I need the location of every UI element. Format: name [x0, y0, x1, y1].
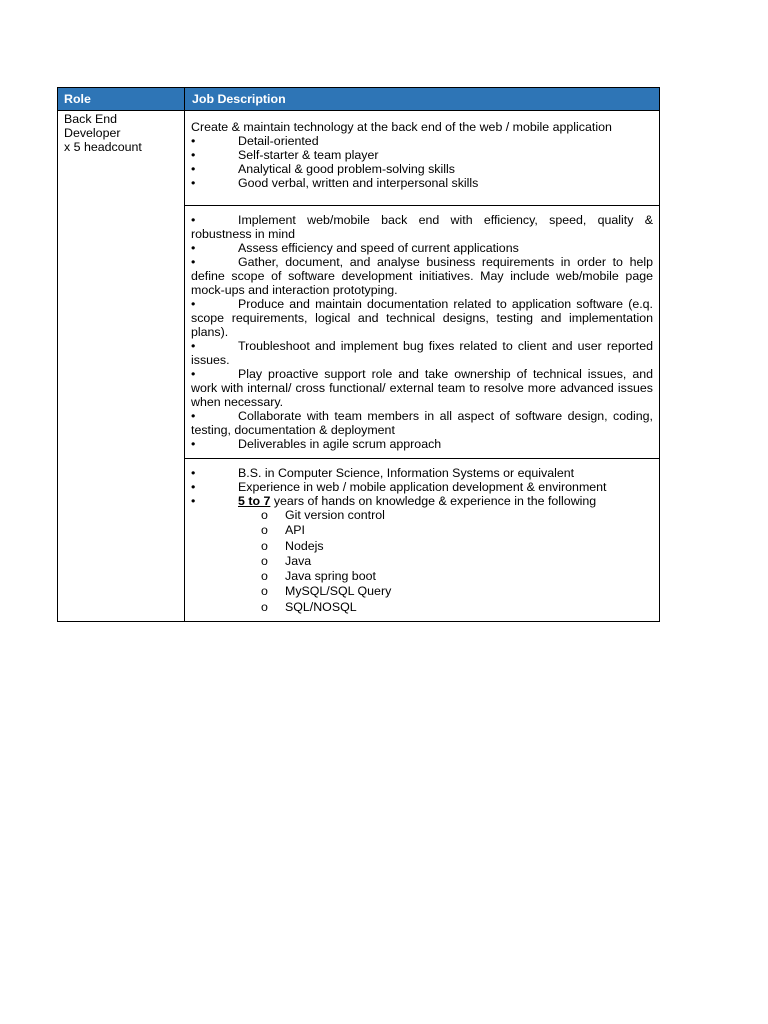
list-item-text: Play proactive support role and take ownership of technical issues, and work with internal/ cross functional/ external team to resolve more advanced issues when necessary. — [191, 367, 653, 409]
role-line: Developer — [64, 125, 121, 140]
list-item — [191, 409, 653, 437]
skill-item — [191, 584, 653, 599]
header-role: Role — [64, 92, 91, 106]
list-item — [191, 480, 653, 494]
bullet-icon: • — [191, 176, 196, 190]
skill-text: SQL/NOSQL — [285, 599, 357, 614]
bullet-icon: • — [191, 437, 196, 451]
list-item-text: Deliverables in agile scrum approach — [238, 437, 442, 451]
table-header — [58, 88, 659, 111]
skill-text: API — [285, 523, 305, 538]
years-emphasis: 5 to 7 — [238, 494, 271, 508]
list-item-text: Assess efficiency and speed of current applications — [238, 241, 519, 255]
bullet-icon: • — [191, 162, 196, 176]
bullet-icon: • — [191, 409, 196, 423]
bullet-icon: • — [191, 297, 196, 311]
list-item — [191, 494, 653, 508]
list-item-text: Self-starter & team player — [238, 148, 379, 162]
row-divider — [185, 458, 659, 459]
list-item-text: Produce and maintain documentation related to application software (e.q. scope requirements, logical and technical designs, testing and implementation plans). — [191, 297, 653, 339]
list-item — [191, 162, 653, 176]
list-item — [191, 213, 653, 241]
circle-bullet-icon: o — [261, 538, 268, 553]
bullet-icon: • — [191, 494, 196, 508]
skill-item — [191, 508, 653, 523]
list-item — [191, 466, 653, 480]
role-line: x 5 headcount — [64, 139, 142, 154]
list-item-text: Collaborate with team members in all aspect of software design, coding, testing, documentation & deployment — [191, 409, 653, 437]
bullet-icon: • — [191, 339, 196, 353]
column-divider — [184, 88, 185, 621]
list-item — [191, 148, 653, 162]
job-table — [57, 87, 660, 622]
row-divider — [185, 205, 659, 206]
circle-bullet-icon: o — [261, 523, 268, 538]
skill-item — [191, 523, 653, 538]
list-item — [191, 176, 653, 190]
list-item-text: B.S. in Computer Science, Information Systems or equivalent — [238, 466, 575, 480]
skill-text: Nodejs — [285, 538, 324, 553]
intro-text: Create & maintain technology at the back end of the web / mobile application — [191, 120, 612, 134]
list-item — [191, 339, 653, 367]
role-cell — [64, 112, 182, 153]
bullet-icon: • — [191, 480, 196, 494]
skill-item — [191, 554, 653, 569]
list-item — [191, 134, 653, 148]
list-item-text: Experience in web / mobile application development & environment — [238, 480, 607, 494]
section-responsibilities — [191, 213, 653, 451]
list-item — [191, 241, 653, 255]
circle-bullet-icon: o — [261, 569, 268, 584]
bullet-icon: • — [191, 213, 196, 227]
list-item — [191, 255, 653, 297]
skill-text: MySQL/SQL Query — [285, 584, 392, 599]
list-item-text: Implement web/mobile back end with efficiency, speed, quality & robustness in mind — [191, 213, 653, 241]
skill-text: Java spring boot — [285, 569, 376, 584]
circle-bullet-icon: o — [261, 599, 268, 614]
list-item-text: Good verbal, written and interpersonal skills — [238, 176, 479, 190]
skill-text: Git version control — [285, 508, 385, 522]
list-item-text: Gather, document, and analyse business requirements in order to help define scope of software development initiatives. May include web/mobile page mock-ups and interaction prototyping. — [191, 255, 653, 297]
bullet-icon: • — [191, 241, 196, 255]
header-job-description: Job Description — [192, 92, 286, 106]
skill-item — [191, 539, 653, 554]
list-item-text: Troubleshoot and implement bug fixes related to client and user reported issues. — [191, 339, 653, 367]
section-requirements — [191, 466, 653, 615]
circle-bullet-icon: o — [261, 508, 268, 522]
circle-bullet-icon: o — [261, 584, 268, 599]
role-line: Back End — [64, 112, 118, 126]
bullet-icon: • — [191, 466, 196, 480]
skill-item — [191, 569, 653, 584]
list-item — [191, 297, 653, 339]
skill-item — [191, 600, 653, 615]
skill-text: Java — [285, 553, 312, 568]
list-item — [191, 437, 653, 451]
bullet-icon: • — [191, 255, 196, 269]
bullet-icon: • — [191, 134, 196, 148]
list-item-text: Analytical & good problem-solving skills — [238, 162, 455, 176]
bullet-icon: • — [191, 148, 196, 162]
bullet-icon: • — [191, 367, 196, 381]
list-item — [191, 367, 653, 409]
section-summary — [191, 120, 653, 190]
years-text: years of hands on knowledge & experience in the following — [270, 494, 597, 508]
circle-bullet-icon: o — [261, 553, 268, 568]
list-item-text: Detail-oriented — [238, 134, 319, 148]
